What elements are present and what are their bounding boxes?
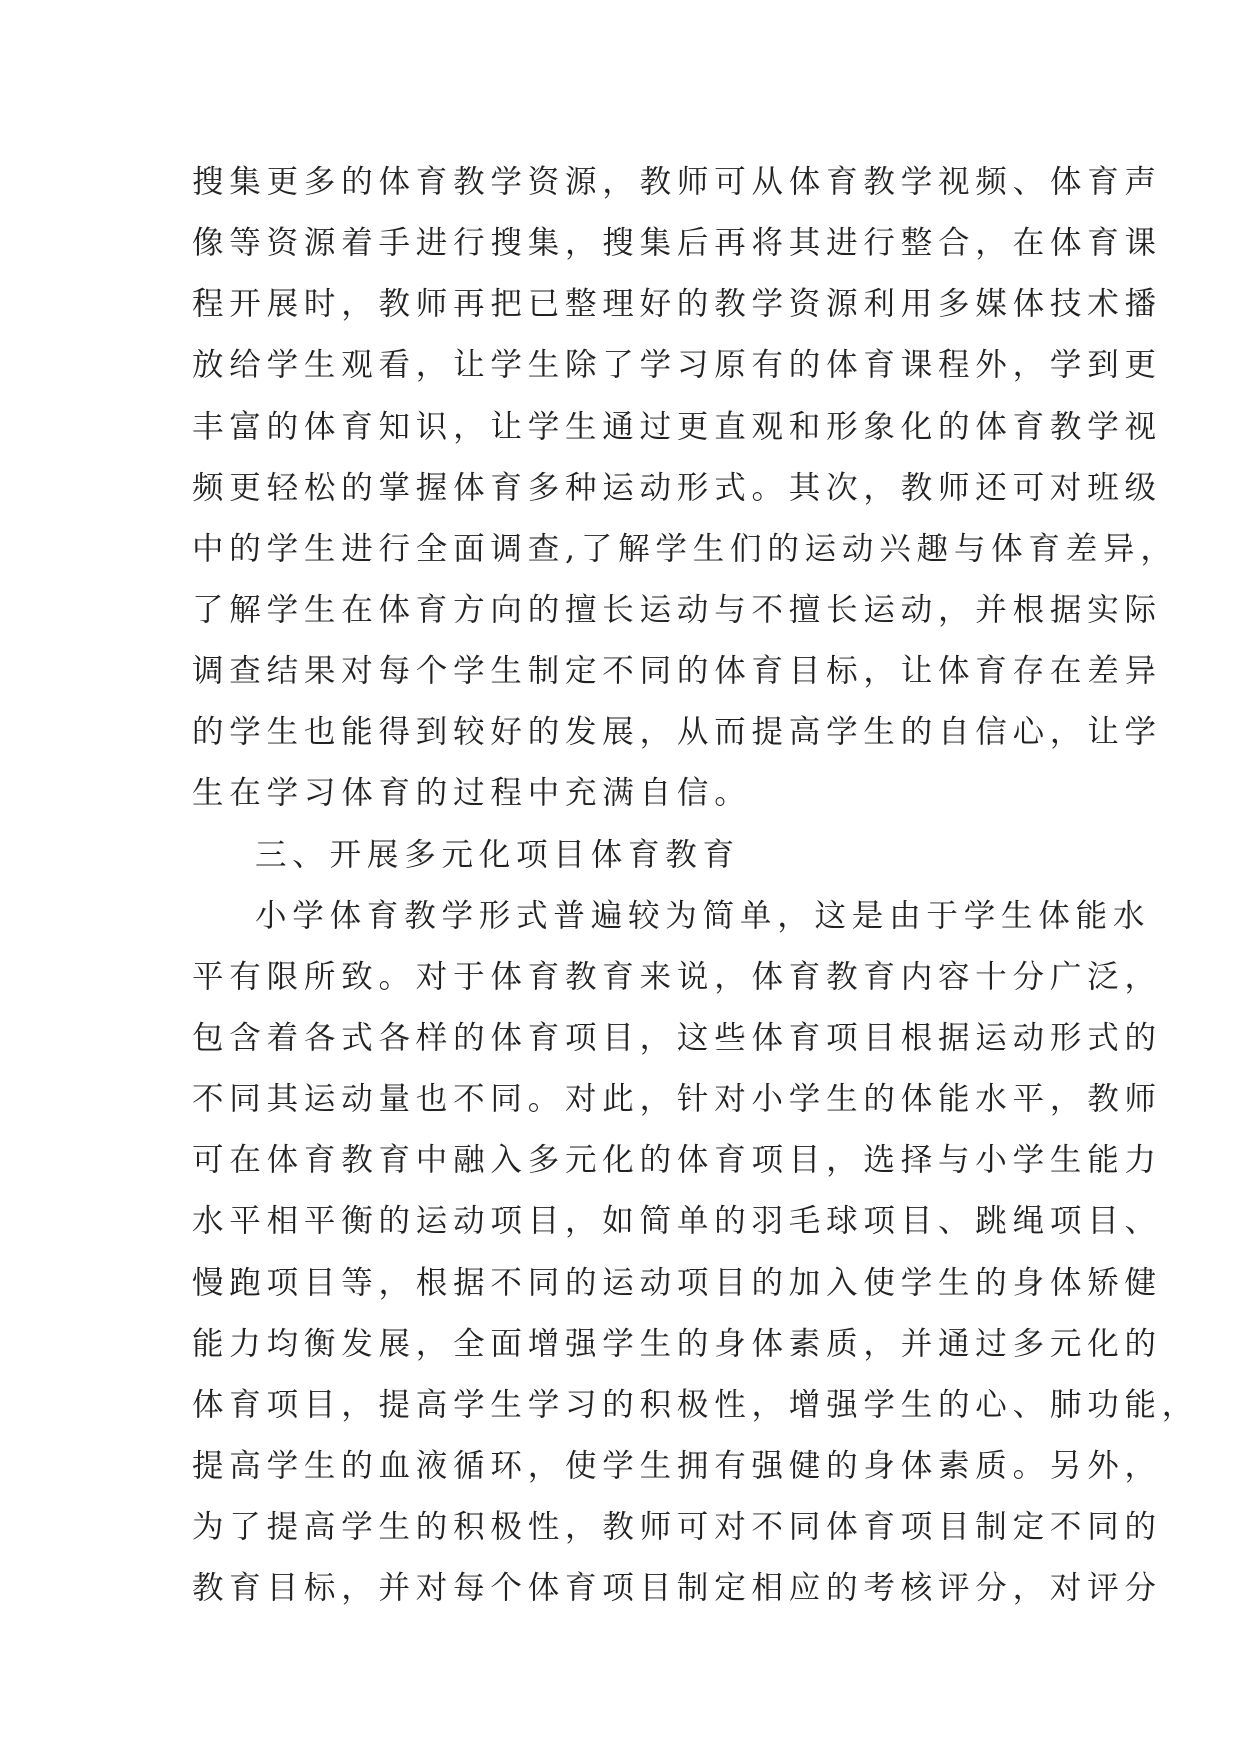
section-heading: 三、开展多元化项目体育教育 (255, 836, 740, 873)
text-line: 体育项目，提高学生学习的积极性，增强学生的心、肺功能， (192, 1386, 1200, 1423)
text-line: 可在体育教育中融入多元化的体育项目，选择与小学生能力 (192, 1142, 1162, 1179)
text-line: 中的学生进行全面调查,了解学生们的运动兴趣与体育差异， (192, 530, 1178, 567)
text-line: 放给学生观看，让学生除了学习原有的体育课程外，学到更 (192, 347, 1162, 384)
text-line: 教育目标，并对每个体育项目制定相应的考核评分，对评分 (192, 1570, 1162, 1607)
text-line: 提高学生的血液循环，使学生拥有强健的身体素质。另外， (192, 1447, 1162, 1484)
text-line: 为了提高学生的积极性，教师可对不同体育项目制定不同的 (192, 1509, 1162, 1546)
text-line: 像等资源着手进行搜集，搜集后再将其进行整合，在体育课 (192, 225, 1162, 262)
text-line: 了解学生在体育方向的擅长运动与不擅长运动，并根据实际 (192, 591, 1162, 628)
text-line: 小学体育教学形式普遍较为简单，这是由于学生体能水 (255, 897, 1151, 934)
text-line: 不同其运动量也不同。对此，针对小学生的体能水平，教师 (192, 1081, 1162, 1118)
text-line: 水平相平衡的运动项目，如简单的羽毛球项目、跳绳项目、 (192, 1203, 1162, 1240)
text-line: 平有限所致。对于体育教育来说，体育教育内容十分广泛， (192, 958, 1162, 995)
text-line: 的学生也能得到较好的发展，从而提高学生的自信心，让学 (192, 714, 1162, 751)
text-line: 搜集更多的体育教学资源，教师可从体育教学视频、体育声 (192, 164, 1162, 200)
text-line: 能力均衡发展，全面增强学生的身体素质，并通过多元化的 (192, 1325, 1162, 1362)
text-line: 频更轻松的掌握体育多种运动形式。其次，教师还可对班级 (192, 469, 1162, 506)
text-line: 包含着各式各样的体育项目，这些体育项目根据运动形式的 (192, 1019, 1162, 1056)
text-line: 慢跑项目等，根据不同的运动项目的加入使学生的身体矫健 (192, 1264, 1162, 1301)
text-line: 丰富的体育知识，让学生通过更直观和形象化的体育教学视 (192, 408, 1162, 445)
text-line: 生在学习体育的过程中充满自信。 (192, 775, 752, 812)
document-body (192, 152, 1200, 1619)
text-line: 程开展时，教师再把已整理好的教学资源利用多媒体技术播 (192, 286, 1162, 323)
text-line: 调查结果对每个学生制定不同的体育目标，让体育存在差异 (192, 653, 1162, 690)
